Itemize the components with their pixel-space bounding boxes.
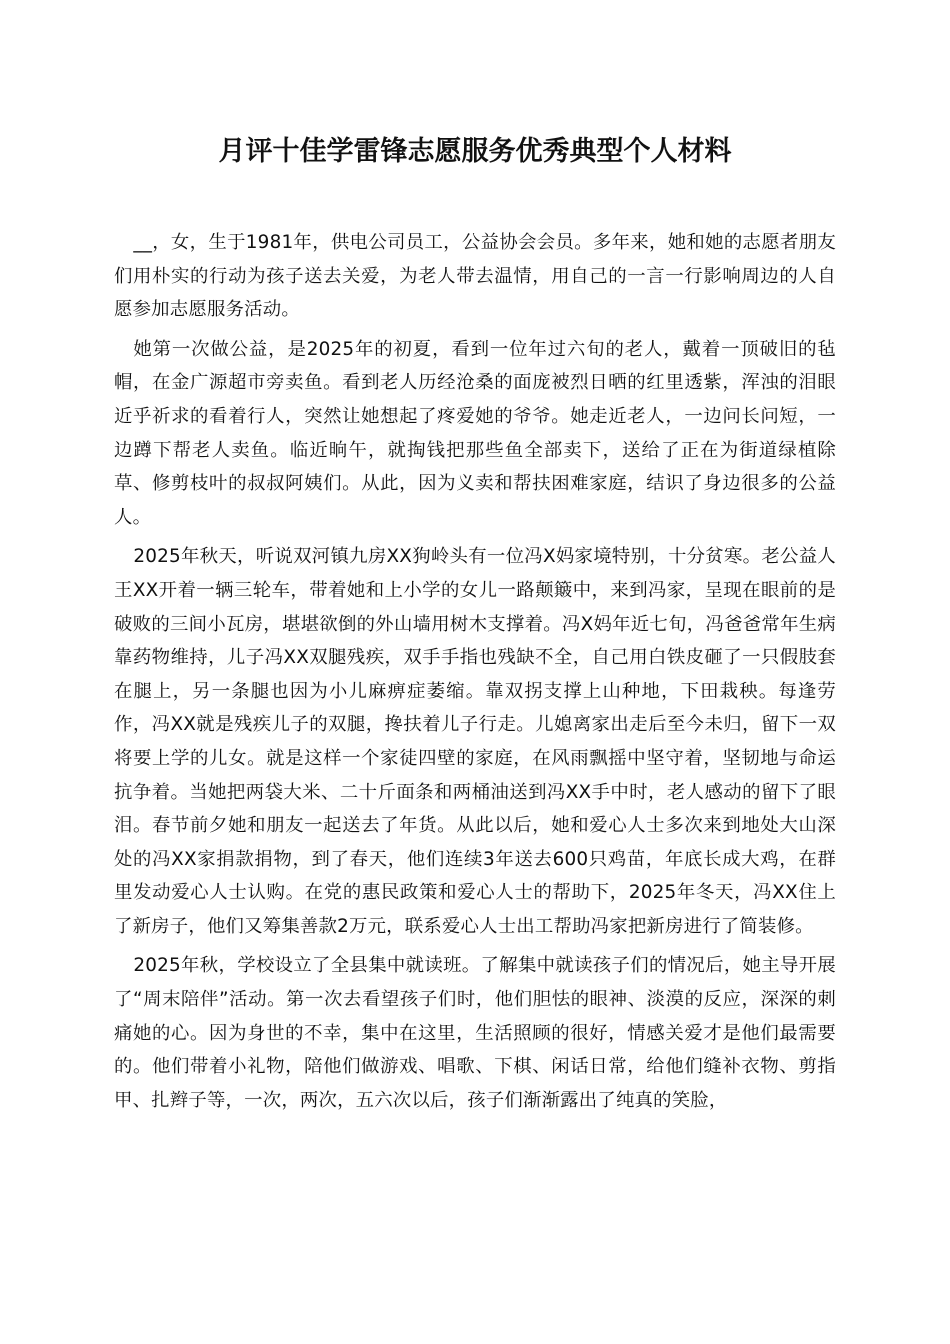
paragraph-1: __，女，生于1981年，供电公司员工，公益协会会员。多年来，她和她的志愿者朋友们用朴实的行动为孩子送去关爱，为老人带去温情，用自己的一言一行影响周边的人自愿参加志愿服务活动。 <box>114 232 836 321</box>
paragraph-4: 2025年秋，学校设立了全县集中就读班。了解集中就读孩子们的情况后，她主导开展了“周末陪伴”活动。第一次去看望孩子们时，他们胆怯的眼神、淡漠的反应，深深的刺痛她的心。因为身世的不幸，集中在这里，生活照顾的很好，情感关爱才是他们最需要的。他们带着小礼物，陪他们做游戏、唱歌、下棋、闲话日常，给他们缝补衣物、剪指甲、扎辫子等，一次，两次，五六次以后，孩子们渐渐露出了纯真的笑脸， <box>114 955 836 1111</box>
paragraph-2: 她第一次做公益，是2025年的初夏，看到一位年过六旬的老人，戴着一顶破旧的毡帽，在金广源超市旁卖鱼。看到老人历经沧桑的面庞被烈日晒的红里透紫，浑浊的泪眼近乎祈求的看着行人，突然让她想起了疼爱她的爷爷。她走近老人，一边问长问短，一边蹲下帮老人卖鱼。临近晌午，就掏钱把那些鱼全部卖下，送给了正在为街道绿植除草、修剪枝叶的叔叔阿姨们。从此，因为义卖和帮扶困难家庭，结识了身边很多的公益人。 <box>114 338 836 528</box>
document-body <box>114 226 836 1123</box>
document-title: 月评十佳学雷锋志愿服务优秀典型个人材料 <box>218 136 732 167</box>
paragraph-3: 2025年秋天，听说双河镇九房XX狗岭头有一位冯X妈家境特别，十分贫寒。老公益人王XX开着一辆三轮车，带着她和上小学的女儿一路颠簸中，来到冯家，呈现在眼前的是破败的三间小瓦房，堪堪欲倒的外山墙用树木支撑着。冯X妈年近七旬，冯爸爸常年生病靠药物维持，儿子冯XX双腿残疾，双手手指也残缺不全，自己用白铁皮砸了一只假肢套在腿上，另一条腿也因为小儿麻痹症萎缩。靠双拐支撑上山种地，下田栽秧。每逢劳作，冯XX就是残疾儿子的双腿，搀扶着儿子行走。儿媳离家出走后至今未归，留下一双将要上学的儿女。就是这样一个家徒四壁的家庭，在风雨飘摇中坚守着，坚韧地与命运抗争着。当她把两袋大米、二十斤面条和两桶油送到冯XX手中时，老人感动的留下了眼泪。春节前夕她和朋友一起送去了年货。从此以后，她和爱心人士多次来到地处大山深处的冯XX家捐款捐物，到了春天，他们连续3年送去600只鸡苗，年底长成大鸡，在群里发动爱心人士认购。在党的惠民政策和爱心人士的帮助下，2025年冬天，冯XX住上了新房子，他们又筹集善款2万元，联系爱心人士出工帮助冯家把新房进行了简装修。 <box>114 546 836 937</box>
